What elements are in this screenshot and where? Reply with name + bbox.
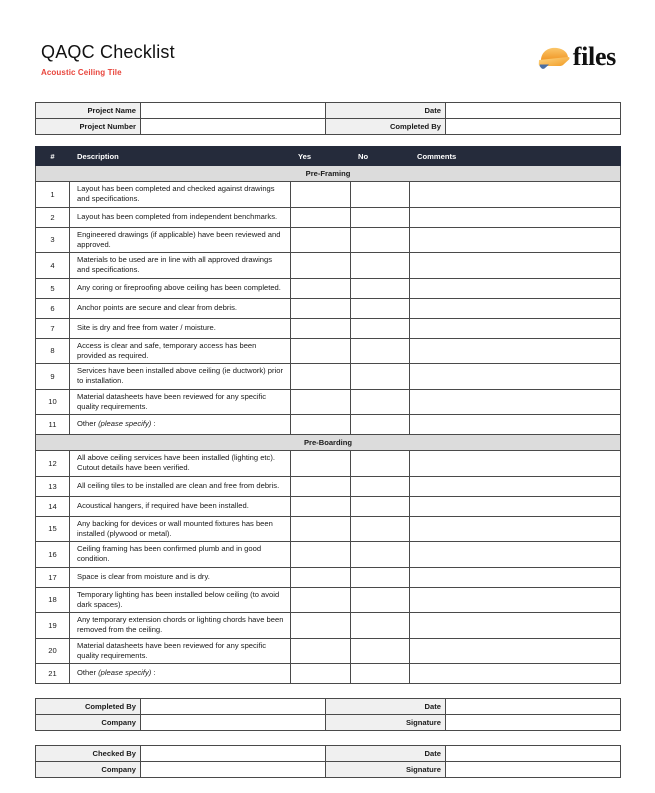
completed-by-label: Completed By	[326, 119, 446, 135]
row-description: Anchor points are secure and clear from debris.	[70, 298, 291, 318]
project-number-label: Project Number	[36, 119, 141, 135]
comments-cell[interactable]	[410, 613, 621, 639]
no-checkbox-cell[interactable]	[351, 567, 410, 587]
row-number: 9	[36, 364, 70, 390]
no-checkbox-cell[interactable]	[351, 542, 410, 568]
yes-checkbox-cell[interactable]	[291, 613, 351, 639]
row-description: Access is clear and safe, temporary access has been provided as required.	[70, 338, 291, 364]
checklist-row	[36, 496, 621, 516]
no-checkbox-cell[interactable]	[351, 364, 410, 390]
checklist-row	[36, 638, 621, 664]
completed-by-field[interactable]	[446, 119, 621, 135]
checklist-row	[36, 207, 621, 227]
no-checkbox-cell[interactable]	[351, 318, 410, 338]
signature-field[interactable]	[446, 715, 621, 731]
checklist-header	[36, 147, 621, 166]
row-number: 15	[36, 516, 70, 542]
no-checkbox-cell[interactable]	[351, 516, 410, 542]
section-band	[36, 166, 621, 182]
row-number: 21	[36, 664, 70, 684]
company-field[interactable]	[141, 762, 326, 778]
checklist-row	[36, 253, 621, 279]
row-description: Materials to be used are in line with all approved drawings and specifications.	[70, 253, 291, 279]
row-number: 4	[36, 253, 70, 279]
date-label: Date	[326, 746, 446, 762]
section-band	[36, 435, 621, 451]
yes-checkbox-cell[interactable]	[291, 253, 351, 279]
checklist-row	[36, 542, 621, 568]
no-checkbox-cell[interactable]	[351, 298, 410, 318]
no-checkbox-cell[interactable]	[351, 227, 410, 253]
checklist-row	[36, 664, 621, 684]
document-header	[35, 0, 620, 92]
section-title: Pre-Boarding	[36, 435, 621, 451]
yes-checkbox-cell[interactable]	[291, 278, 351, 298]
checklist-row	[36, 476, 621, 496]
no-checkbox-cell[interactable]	[351, 338, 410, 364]
comments-cell[interactable]	[410, 587, 621, 613]
checklist-row	[36, 338, 621, 364]
checklist-row	[36, 451, 621, 477]
comments-cell[interactable]	[410, 278, 621, 298]
row-description: Acoustical hangers, if required have been installed.	[70, 496, 291, 516]
row-description: Ceiling framing has been confirmed plumb and in good condition.	[70, 542, 291, 568]
row-description: Material datasheets have been reviewed for any specific quality requirements.	[70, 638, 291, 664]
no-checkbox-cell[interactable]	[351, 664, 410, 684]
yes-checkbox-cell[interactable]	[291, 318, 351, 338]
project-info-body	[36, 103, 621, 135]
row-number: 8	[36, 338, 70, 364]
comments-cell[interactable]	[410, 496, 621, 516]
table-row	[36, 699, 621, 715]
checked-by-signoff-table	[35, 745, 621, 778]
yes-checkbox-cell[interactable]	[291, 227, 351, 253]
checklist-row	[36, 415, 621, 435]
row-number: 7	[36, 318, 70, 338]
row-number: 20	[36, 638, 70, 664]
yes-checkbox-cell[interactable]	[291, 516, 351, 542]
column-header-comments: Comments	[410, 147, 621, 166]
table-row	[36, 119, 621, 135]
row-description: All above ceiling services have been installed (lighting etc). Cutout details have been verified.	[70, 451, 291, 477]
row-number: 11	[36, 415, 70, 435]
company-label: Company	[36, 762, 141, 778]
row-description: Other (please specify) :	[70, 415, 291, 435]
section-title: Pre-Framing	[36, 166, 621, 182]
comments-cell[interactable]	[410, 542, 621, 568]
yes-checkbox-cell[interactable]	[291, 364, 351, 390]
checklist-row	[36, 613, 621, 639]
checklist-row	[36, 389, 621, 415]
signature-label: Signature	[326, 762, 446, 778]
column-header-number: #	[36, 147, 70, 166]
no-checkbox-cell[interactable]	[351, 207, 410, 227]
checklist-table	[35, 146, 621, 684]
table-header-row	[36, 147, 621, 166]
comments-cell[interactable]	[410, 567, 621, 587]
date-field[interactable]	[446, 699, 621, 715]
checklist-row	[36, 182, 621, 208]
row-description: Layout has been completed and checked against drawings and specifications.	[70, 182, 291, 208]
row-number: 5	[36, 278, 70, 298]
comments-cell[interactable]	[410, 253, 621, 279]
row-description: Space is clear from moisture and is dry.	[70, 567, 291, 587]
checklist-row	[36, 364, 621, 390]
project-number-field[interactable]	[141, 119, 326, 135]
signature-field[interactable]	[446, 762, 621, 778]
comments-cell[interactable]	[410, 451, 621, 477]
project-name-label: Project Name	[36, 103, 141, 119]
row-number: 6	[36, 298, 70, 318]
company-field[interactable]	[141, 715, 326, 731]
no-checkbox-cell[interactable]	[351, 496, 410, 516]
row-description: Any coring or fireproofing above ceiling has been completed.	[70, 278, 291, 298]
checked-by-field[interactable]	[141, 746, 326, 762]
yes-checkbox-cell[interactable]	[291, 182, 351, 208]
row-number: 17	[36, 567, 70, 587]
date-field[interactable]	[446, 746, 621, 762]
table-row	[36, 103, 621, 119]
table-row	[36, 762, 621, 778]
date-label: Date	[326, 699, 446, 715]
no-checkbox-cell[interactable]	[351, 415, 410, 435]
company-label: Company	[36, 715, 141, 731]
row-description: Temporary lighting has been installed below ceiling (to avoid dark spaces).	[70, 587, 291, 613]
date-field[interactable]	[446, 103, 621, 119]
column-header-yes: Yes	[291, 147, 351, 166]
comments-cell[interactable]	[410, 389, 621, 415]
checklist-row	[36, 278, 621, 298]
checked-by-label: Checked By	[36, 746, 141, 762]
no-checkbox-cell[interactable]	[351, 253, 410, 279]
comments-cell[interactable]	[410, 227, 621, 253]
row-description: Layout has been completed from independent benchmarks.	[70, 207, 291, 227]
row-number: 3	[36, 227, 70, 253]
completed-by-field[interactable]	[141, 699, 326, 715]
row-number: 13	[36, 476, 70, 496]
no-checkbox-cell[interactable]	[351, 613, 410, 639]
no-checkbox-cell[interactable]	[351, 389, 410, 415]
yes-checkbox-cell[interactable]	[291, 638, 351, 664]
no-checkbox-cell[interactable]	[351, 587, 410, 613]
page-title: QAQC Checklist	[41, 42, 175, 62]
checklist-body	[36, 166, 621, 684]
date-label: Date	[326, 103, 446, 119]
yes-checkbox-cell[interactable]	[291, 567, 351, 587]
project-name-field[interactable]	[141, 103, 326, 119]
comments-cell[interactable]	[410, 516, 621, 542]
comments-cell[interactable]	[410, 182, 621, 208]
row-number: 1	[36, 182, 70, 208]
checklist-row	[36, 318, 621, 338]
comments-cell[interactable]	[410, 638, 621, 664]
checklist-row	[36, 227, 621, 253]
row-number: 18	[36, 587, 70, 613]
yes-checkbox-cell[interactable]	[291, 496, 351, 516]
comments-cell[interactable]	[410, 318, 621, 338]
comments-cell[interactable]	[410, 338, 621, 364]
comments-cell[interactable]	[410, 364, 621, 390]
yes-checkbox-cell[interactable]	[291, 298, 351, 318]
signature-label: Signature	[326, 715, 446, 731]
no-checkbox-cell[interactable]	[351, 638, 410, 664]
logo-text: files	[572, 42, 616, 71]
page-subtitle: Acoustic Ceiling Tile	[41, 67, 122, 77]
row-description: Any temporary extension chords or lighting chords have been removed from the ceiling.	[70, 613, 291, 639]
row-number: 12	[36, 451, 70, 477]
yes-checkbox-cell[interactable]	[291, 415, 351, 435]
yes-checkbox-cell[interactable]	[291, 542, 351, 568]
row-description: Any backing for devices or wall mounted fixtures has been installed (plywood or metal).	[70, 516, 291, 542]
comments-cell[interactable]	[410, 415, 621, 435]
row-number: 16	[36, 542, 70, 568]
row-description: Engineered drawings (if applicable) have been reviewed and approved.	[70, 227, 291, 253]
row-number: 14	[36, 496, 70, 516]
title-block	[35, 42, 175, 77]
completed-by-signoff-table	[35, 698, 621, 731]
yes-checkbox-cell[interactable]	[291, 389, 351, 415]
comments-cell[interactable]	[410, 207, 621, 227]
project-info-table	[35, 102, 621, 135]
table-row	[36, 746, 621, 762]
no-checkbox-cell[interactable]	[351, 278, 410, 298]
yes-checkbox-cell[interactable]	[291, 338, 351, 364]
folder-icon	[537, 44, 571, 70]
yes-checkbox-cell[interactable]	[291, 476, 351, 496]
yes-checkbox-cell[interactable]	[291, 207, 351, 227]
row-number: 10	[36, 389, 70, 415]
row-description: All ceiling tiles to be installed are clean and free from debris.	[70, 476, 291, 496]
checklist-row	[36, 587, 621, 613]
checklist-row	[36, 516, 621, 542]
no-checkbox-cell[interactable]	[351, 451, 410, 477]
row-description: Other (please specify) :	[70, 664, 291, 684]
no-checkbox-cell[interactable]	[351, 476, 410, 496]
row-description: Services have been installed above ceiling (ie ductwork) prior to installation.	[70, 364, 291, 390]
row-description: Site is dry and free from water / moisture.	[70, 318, 291, 338]
checklist-row	[36, 567, 621, 587]
row-description: Material datasheets have been reviewed for any specific quality requirements.	[70, 389, 291, 415]
comments-cell[interactable]	[410, 476, 621, 496]
completed-by-label: Completed By	[36, 699, 141, 715]
brand-logo	[537, 42, 620, 70]
checklist-row	[36, 298, 621, 318]
comments-cell[interactable]	[410, 298, 621, 318]
column-header-no: No	[351, 147, 410, 166]
table-row	[36, 715, 621, 731]
yes-checkbox-cell[interactable]	[291, 587, 351, 613]
row-number: 19	[36, 613, 70, 639]
no-checkbox-cell[interactable]	[351, 182, 410, 208]
row-number: 2	[36, 207, 70, 227]
yes-checkbox-cell[interactable]	[291, 451, 351, 477]
comments-cell[interactable]	[410, 664, 621, 684]
column-header-description: Description	[70, 147, 291, 166]
yes-checkbox-cell[interactable]	[291, 664, 351, 684]
